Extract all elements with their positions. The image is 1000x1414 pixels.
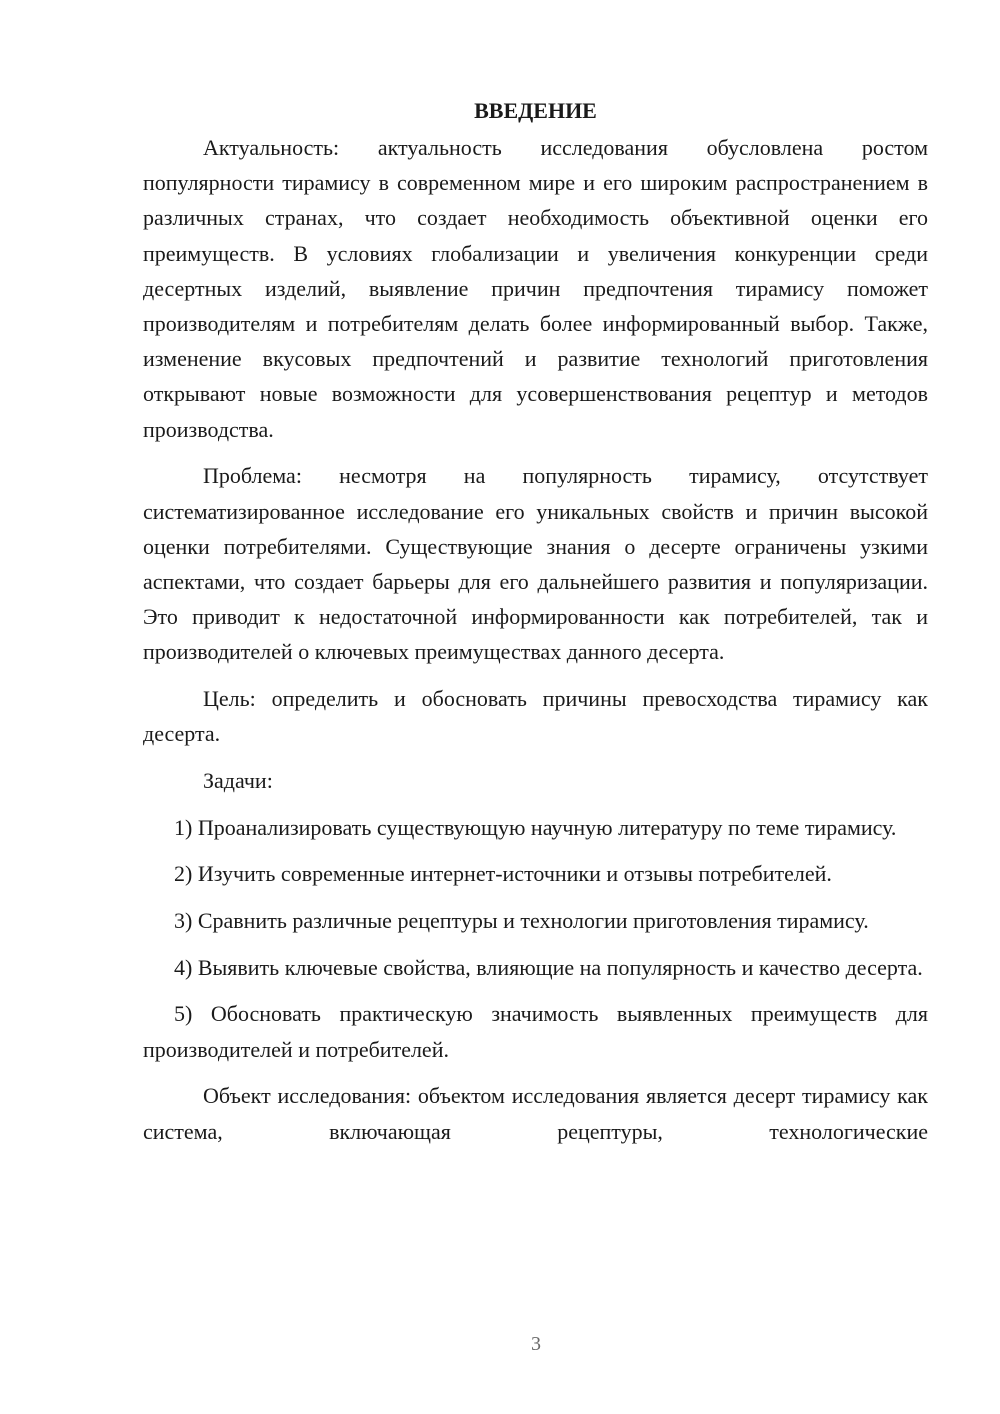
- task-item: 2) Изучить современные интернет-источники и отзывы потребителей.: [174, 861, 832, 887]
- paragraph-problem: Проблема: несмотря на популярность тирамису, отсутствует систематизированное исследование его уникальных свойств и причин высокой оценки потребителями. Существующие знания о десерте ограничены узкими аспектами, что создает барьеры для его дальнейшего развития и популяризации. Это приводит к недостаточной информированности как потребителей, так и производителей о ключевых преимуществах данного десерта.: [143, 463, 928, 665]
- task-item: 5) Обосновать практическую значимость выявленных преимуществ для производителей и потребителей.: [143, 1001, 928, 1062]
- task-list: [143, 810, 928, 1067]
- task-item: 3) Сравнить различные рецептуры и технологии приготовления тирамису.: [174, 908, 869, 934]
- task-item: 1) Проанализировать существующую научную литературу по теме тирамису.: [174, 814, 897, 840]
- paragraph-object: Объект исследования: объектом исследования является десерт тирамису как система, включающая рецептуры, технологические: [143, 1083, 928, 1144]
- paragraph-relevance: Актуальность: актуальность исследования обусловлена ростом популярности тирамису в современном мире и его широким распространением в различных странах, что создает необходимость объективной оценки его преимуществ. В условиях глобализации и увеличения конкуренции среди десертных изделий, выявление причин предпочтения тирамису поможет производителям и потребителям делать более информированный выбор. Также, изменение вкусовых предпочтений и развитие технологий приготовления открывают новые возможности для усовершенствования рецептур и методов производства.: [143, 135, 928, 442]
- section-heading: ВВЕДЕНИЕ: [474, 98, 597, 123]
- task-item: 4) Выявить ключевые свойства, влияющие на популярность и качество десерта.: [174, 954, 923, 980]
- document-page: [143, 96, 928, 1160]
- page-number: 3: [531, 1333, 541, 1355]
- tasks-label: Задачи:: [203, 767, 273, 793]
- paragraph-goal: Цель: определить и обосновать причины превосходства тирамису как десерта.: [143, 686, 928, 747]
